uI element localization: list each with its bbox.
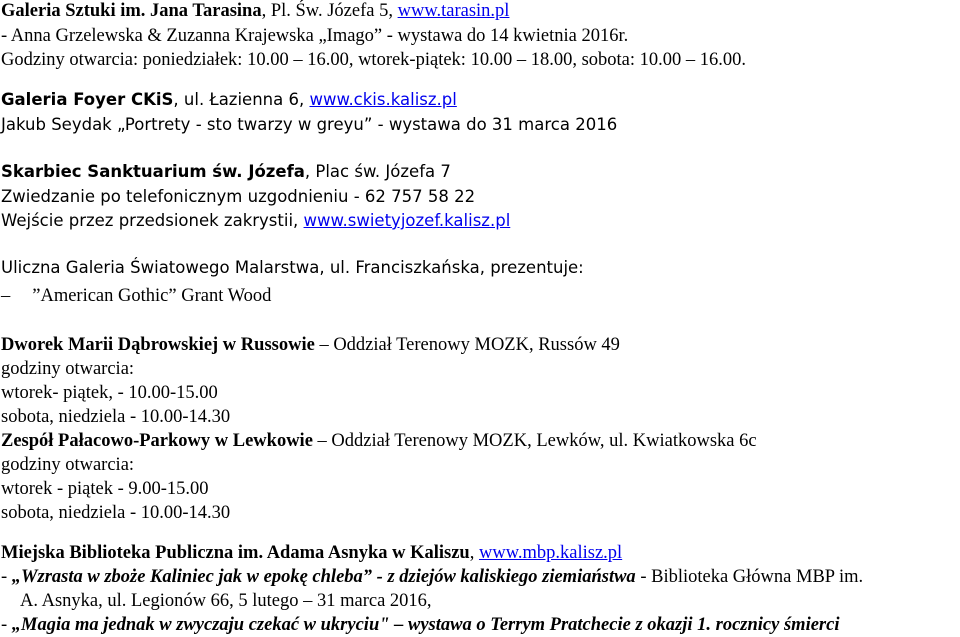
russow-hours-label: godziny otwarcia: — [1, 359, 135, 379]
skarbiec-visiting: Zwiedzanie po telefonicznym uzgodnieniu - 62 757 58 22 — [1, 187, 476, 206]
biblioteka-item-1-title: „Wzrasta w zboże Kaliniec jak w epokę chleba” - z dziejów kaliskiego ziemiaństwa — [11, 567, 636, 587]
biblioteka-item-1 — [1, 566, 863, 588]
biblioteka-title: Miejska Biblioteka Publiczna im. Adama Asnyka w Kaliszu — [1, 543, 470, 563]
russow-branch: – Oddział Terenowy MOZK, Russów 49 — [314, 335, 620, 355]
uliczna-item — [1, 285, 271, 307]
foyer-title: Galeria Foyer CKiS — [1, 90, 174, 109]
uliczna-title: Uliczna Galeria Światowego Malarstwa, ul. Franciszkańska, prezentuje: — [1, 258, 584, 277]
uliczna-dash: – — [1, 286, 11, 306]
russow-weekend: sobota, niedziela - 10.00-14.30 — [1, 407, 231, 427]
tarasin-heading — [1, 0, 509, 22]
lewkow-hours-label: godziny otwarcia: — [1, 455, 135, 475]
biblioteka-item-1-cont: A. Asnyka, ul. Legionów 66, 5 lutego – 31 marca 2016, — [20, 591, 432, 611]
biblioteka-item-2-prefix: - — [1, 615, 12, 635]
lewkow-branch: – Oddział Terenowy MOZK, Lewków, ul. Kwiatkowska 6c — [312, 431, 757, 451]
russow-heading — [1, 334, 620, 356]
skarbiec-heading — [1, 161, 451, 183]
lewkow-weekend: sobota, niedziela - 10.00-14.30 — [1, 503, 231, 523]
foyer-link[interactable]: www.ckis.kalisz.pl — [309, 90, 457, 109]
russow-weekdays: wtorek- piątek, - 10.00-15.00 — [1, 383, 218, 403]
uliczna-painting: ”American Gothic” Grant Wood — [32, 286, 272, 306]
biblioteka-sep: , — [469, 543, 479, 563]
biblioteka-item-2-title: „Magia ma jednak w zwyczaju czekać w ukryciu" – wystawa o Terrym Pratchecie z okazji 1. rocznicy śmierci — [11, 615, 840, 635]
biblioteka-item-1-suffix: - Biblioteka Główna MBP im. — [635, 567, 864, 587]
lewkow-heading — [1, 430, 757, 452]
biblioteka-item-2 — [1, 614, 839, 636]
biblioteka-item-1-prefix: - — [1, 567, 12, 587]
tarasin-address: , Pl. Św. Józefa 5, — [261, 1, 398, 21]
tarasin-exhibition: - Anna Grzelewska & Zuzanna Krajewska „Imago” - wystawa do 14 kwietnia 2016r. — [1, 26, 629, 46]
skarbiec-link[interactable]: www.swietyjozef.kalisz.pl — [303, 211, 511, 230]
skarbiec-entrance: Wejście przez przedsionek zakrystii, — [1, 211, 304, 230]
russow-title: Dworek Marii Dąbrowskiej w Russowie — [1, 335, 315, 355]
skarbiec-title: Skarbiec Sanktuarium św. Józefa — [1, 162, 305, 181]
foyer-heading — [1, 89, 457, 111]
lewkow-title: Zespół Pałacowo-Parkowy w Lewkowie — [1, 431, 313, 451]
skarbiec-address: , Plac św. Józefa 7 — [304, 162, 451, 181]
biblioteka-heading — [1, 542, 622, 564]
skarbiec-entrance-line — [1, 210, 510, 232]
biblioteka-link[interactable]: www.mbp.kalisz.pl — [478, 543, 623, 563]
foyer-address: , ul. Łazienna 6, — [173, 90, 310, 109]
lewkow-weekdays: wtorek - piątek - 9.00-15.00 — [1, 479, 209, 499]
tarasin-hours: Godziny otwarcia: poniedziałek: 10.00 – 16.00, wtorek-piątek: 10.00 – 18.00, sobota: 10.00 – 16.00. — [1, 50, 747, 70]
foyer-exhibition: Jakub Seydak „Portrety - sto twarzy w greyu” - wystawa do 31 marca 2016 — [1, 115, 618, 134]
tarasin-link[interactable]: www.tarasin.pl — [397, 1, 510, 21]
tarasin-title: Galeria Sztuki im. Jana Tarasina — [1, 1, 262, 21]
